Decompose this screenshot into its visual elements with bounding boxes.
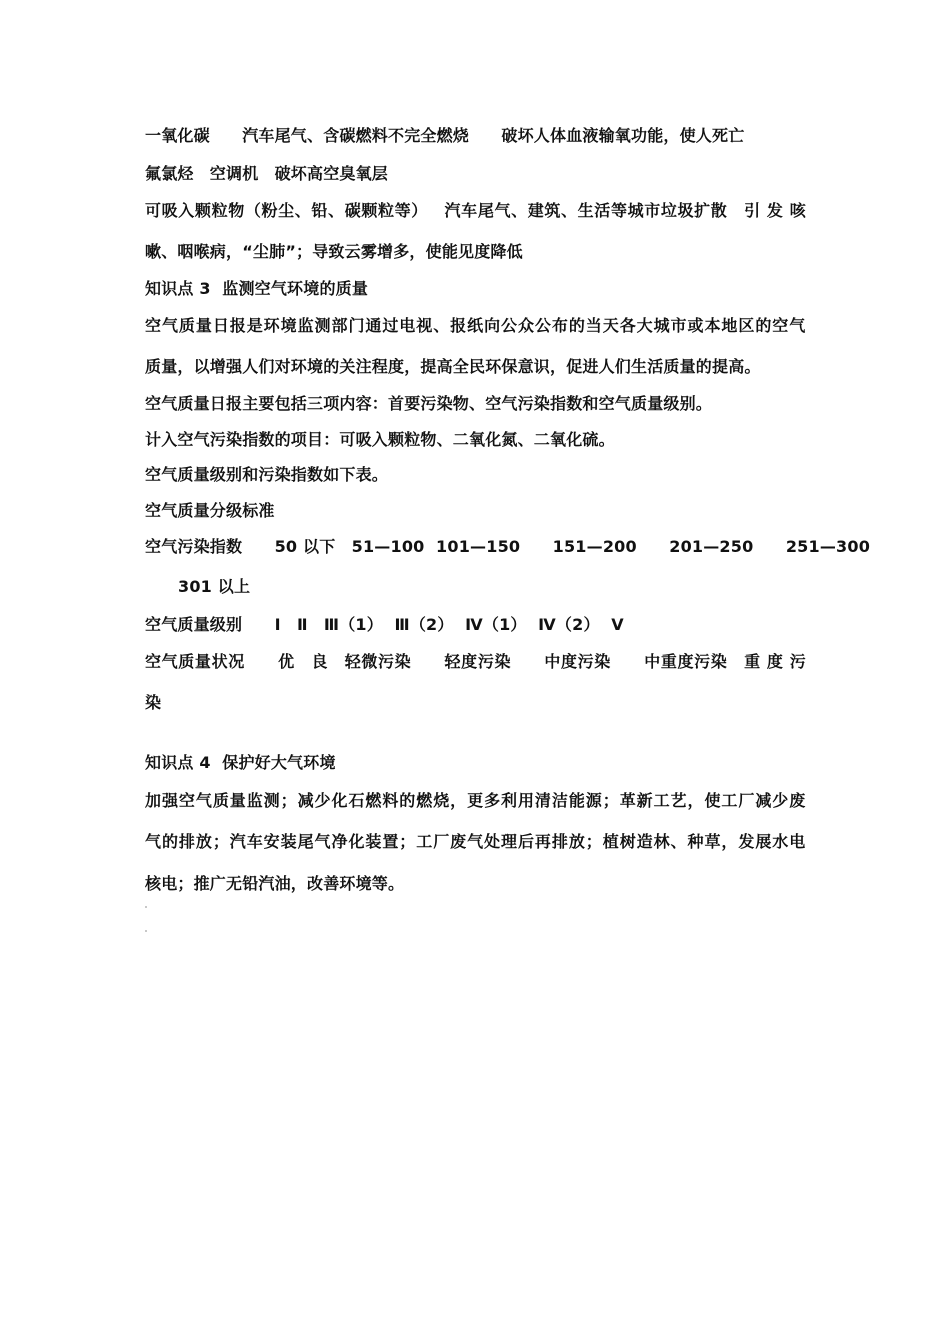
text-line-table-intro: 空气质量级别和污染指数如下表。 — [145, 465, 389, 484]
table-title: 空气质量分级标准 — [145, 501, 275, 520]
text-line-protect-3: 核电；推广无铅汽油，改善环境等。 — [145, 874, 405, 893]
text-line-particulates: 可 吸 入 颗 粒 物 （ 粉 尘 、 铅 、 碳 颗 粒 等 ） 汽 车 尾 气 、 建 筑 、 生 活 等 城 市 垃 圾 扩 散 引 发 咳 — [145, 201, 806, 220]
table-row-index-cont: 301 以上 — [178, 577, 251, 596]
text-line-protect-1: 加 强 空 气 质 量 监 测 ； 减 少 化 石 燃 料 的 燃 烧 ， 更 多 利 用 清 洁 能 源 ； 革 新 工 艺 ， 使 工 厂 减 少 废 — [145, 791, 806, 810]
table-row-status: 空 气 质 量 状 况 优 良 轻 微 污 染 轻 度 污 染 中 度 污 染 中 重 度 污 染 重 度 污 — [145, 652, 806, 671]
table-row-status-cont: 染 — [145, 693, 162, 712]
text-line-particulates-cont: 嗽、咽喉病，“尘肺”；导致云雾增多，使能见度降低 — [145, 242, 523, 261]
text-line-cfc: 氟氯烃 空调机 破坏高空臭氧层 — [145, 164, 389, 183]
text-line-protect-2: 气 的 排 放 ； 汽 车 安 装 尾 气 净 化 装 置 ； 工 厂 废 气 处 理 后 再 排 放 ； 植 树 造 林 、 种 草 ， 发 展 水 电 — [145, 832, 806, 851]
text-line-co: 一氧化碳 汽车尾气、含碳燃料不完全燃烧 破坏人体血液输氧功能，使人死亡 — [145, 126, 745, 145]
table-row-level: 空气质量级别 Ⅰ Ⅱ Ⅲ（1） Ⅲ（2） Ⅳ（1） Ⅳ（2） Ⅴ — [145, 615, 624, 634]
heading-knowledge-4: 知识点 4 保护好大气环境 — [145, 753, 336, 772]
stray-mark — [145, 906, 147, 908]
heading-knowledge-3: 知识点 3 监测空气环境的质量 — [145, 279, 369, 298]
text-line-daily-report: 空 气 质 量 日 报 是 环 境 监 测 部 门 通 过 电 视 、 报 纸 向 公 众 公 布 的 当 天 各 大 城 市 或 本 地 区 的 空 气 — [145, 316, 806, 335]
text-line-index-items: 计入空气污染指数的项目：可吸入颗粒物、二氧化氮、二氧化硫。 — [145, 430, 615, 449]
text-line-report-contents: 空气质量日报主要包括三项内容：首要污染物、空气污染指数和空气质量级别。 — [145, 394, 713, 413]
stray-mark — [145, 930, 147, 932]
text-line-daily-report-cont: 质量，以增强人们对环境的关注程度，提高全民环保意识，促进人们生活质量的提高。 — [145, 357, 761, 376]
table-row-index: 空气污染指数 50 以下 51—100 101—150 151—200 201—250 251—300 — [145, 537, 871, 556]
